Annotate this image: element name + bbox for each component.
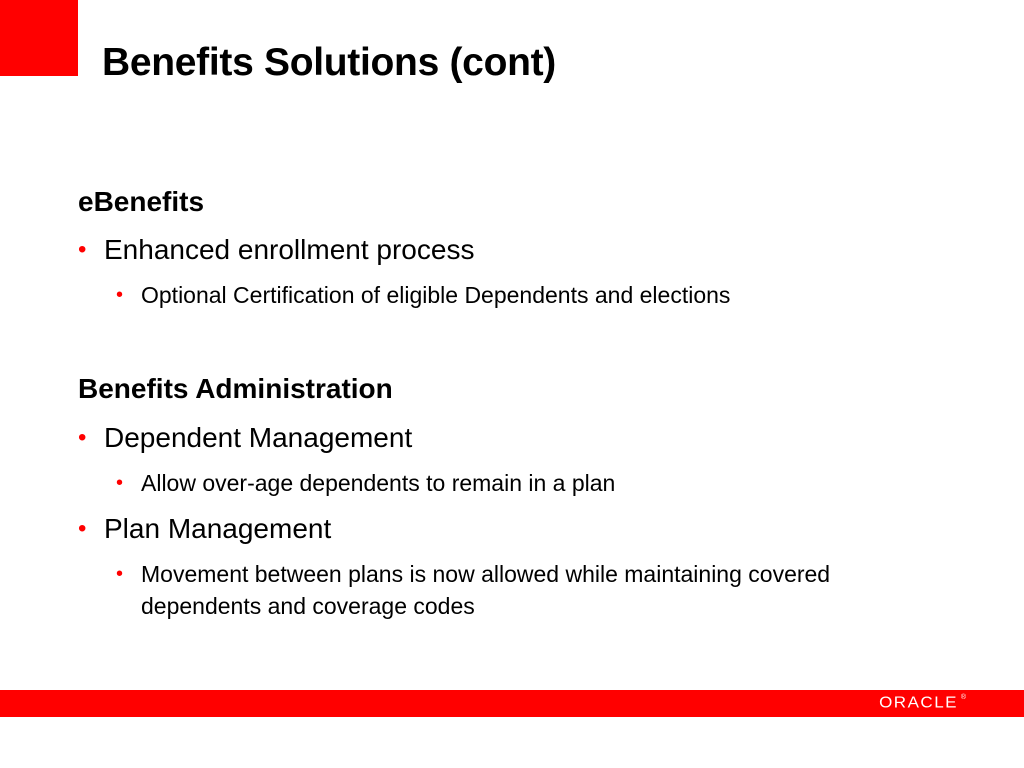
section-heading-benefits-administration: Benefits Administration (78, 373, 393, 404)
bullet-dependent-management (78, 420, 412, 456)
bullet-dot-icon: • (78, 236, 87, 263)
sub-bullet-optional-certification (116, 279, 901, 311)
sub-bullet-text: Movement between plans is now allowed while maintaining covered dependents and coverage codes (141, 561, 831, 619)
bullet-text: Dependent Management (104, 422, 413, 453)
footer-bar (0, 690, 1024, 717)
oracle-logo: ORACLE (879, 693, 958, 712)
bullet-text: Plan Management (104, 513, 332, 544)
sub-bullet-text: Allow over-age dependents to remain in a plan (141, 470, 616, 496)
section-heading-ebenefits: eBenefits (78, 186, 205, 217)
sub-bullet-dot-icon: • (116, 563, 124, 585)
bullet-text: Enhanced enrollment process (104, 234, 475, 265)
sub-bullet-dot-icon: • (116, 472, 124, 494)
bullet-enhanced-enrollment (78, 232, 474, 268)
sub-bullet-movement-between-plans (116, 558, 901, 622)
sub-bullet-over-age-dependents (116, 467, 901, 499)
registered-mark: ® (960, 694, 966, 701)
bullet-plan-management (78, 511, 331, 547)
bullet-dot-icon: • (78, 424, 87, 451)
corner-accent-square (0, 0, 78, 76)
bullet-dot-icon: • (78, 515, 87, 542)
sub-bullet-dot-icon: • (116, 284, 124, 306)
sub-bullet-text: Optional Certification of eligible Dependents and elections (141, 282, 731, 308)
slide-title: Benefits Solutions (cont) (102, 41, 556, 84)
